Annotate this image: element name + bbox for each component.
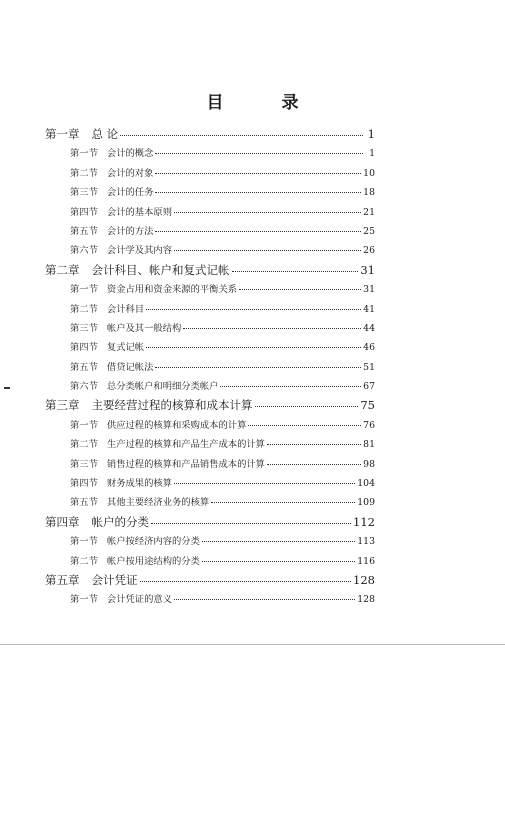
dot-leader bbox=[174, 211, 361, 213]
chapter-title: 会计凭证 bbox=[91, 572, 138, 587]
toc-section-entry bbox=[45, 475, 375, 494]
section-title: 总分类帐户和明细分类帐户 bbox=[106, 381, 219, 393]
toc-section-entry bbox=[45, 242, 375, 261]
section-number: 第二节 bbox=[70, 555, 98, 567]
section-title: 会计学及其内容 bbox=[106, 245, 172, 257]
section-number: 第三节 bbox=[70, 458, 98, 470]
chapter-title: 总 论 bbox=[91, 127, 119, 141]
page-number: 67 bbox=[363, 381, 375, 393]
page-number: 113 bbox=[357, 536, 375, 548]
section-number: 第四节 bbox=[70, 206, 98, 218]
page-number: 51 bbox=[363, 361, 375, 373]
section-number: 第一节 bbox=[70, 594, 98, 606]
page-number: 104 bbox=[357, 478, 375, 490]
dot-leader bbox=[202, 560, 355, 562]
toc-chapter-entry bbox=[45, 126, 375, 145]
section-title: 资金占用和资金来源的平衡关系 bbox=[106, 284, 238, 296]
toc-section-entry bbox=[45, 436, 375, 455]
section-title: 帐户按经济内容的分类 bbox=[106, 536, 200, 548]
toc-section-entry bbox=[45, 533, 375, 552]
chapter-number: 第四章 bbox=[45, 514, 80, 529]
page-number: 10 bbox=[363, 167, 375, 179]
page-number: 116 bbox=[357, 555, 375, 567]
dot-leader bbox=[146, 308, 361, 310]
dot-leader bbox=[267, 443, 361, 445]
dot-leader bbox=[155, 230, 361, 232]
toc-section-entry bbox=[45, 591, 375, 610]
page-edge-line bbox=[0, 644, 505, 645]
toc-section-entry bbox=[45, 165, 375, 184]
toc-section-entry bbox=[45, 320, 375, 339]
section-number: 第六节 bbox=[70, 245, 98, 257]
chapter-title: 帐户的分类 bbox=[91, 514, 149, 529]
page-number: 18 bbox=[363, 187, 375, 199]
page-number: 112 bbox=[353, 514, 375, 529]
page-number: 46 bbox=[363, 342, 375, 354]
dot-leader bbox=[211, 501, 355, 503]
dot-leader bbox=[220, 385, 361, 387]
dot-leader bbox=[155, 191, 361, 193]
chapter-number: 第二章 bbox=[45, 262, 80, 277]
dot-leader bbox=[174, 598, 355, 600]
page-number: 26 bbox=[363, 245, 375, 257]
section-title: 生产过程的核算和产品生产成本的计算 bbox=[106, 439, 265, 451]
toc-section-entry bbox=[45, 223, 375, 242]
section-title: 帐户按用途结构的分类 bbox=[106, 555, 200, 567]
dot-leader bbox=[146, 346, 361, 348]
section-title: 会计的方法 bbox=[106, 225, 154, 237]
section-title: 会计的任务 bbox=[106, 187, 154, 199]
toc-section-entry bbox=[45, 417, 375, 436]
section-number: 第三节 bbox=[70, 187, 98, 199]
dot-leader bbox=[255, 405, 359, 407]
dot-leader bbox=[155, 366, 361, 368]
dot-leader bbox=[155, 172, 361, 174]
page-number: 98 bbox=[363, 458, 375, 470]
section-title: 其他主要经济业务的核算 bbox=[106, 497, 210, 509]
section-number: 第五节 bbox=[70, 225, 98, 237]
page-title: 目 录 bbox=[206, 93, 325, 113]
section-number: 第五节 bbox=[70, 361, 98, 373]
page-number: 44 bbox=[363, 322, 375, 334]
page-number: 128 bbox=[353, 572, 375, 587]
section-number: 第三节 bbox=[70, 322, 98, 334]
dot-leader bbox=[174, 482, 355, 484]
section-number: 第一节 bbox=[70, 148, 98, 160]
toc-chapter-entry bbox=[45, 262, 375, 281]
dot-leader bbox=[151, 522, 351, 524]
dot-leader bbox=[267, 463, 361, 465]
section-title: 帐户及其一般结构 bbox=[106, 322, 182, 334]
table-of-contents bbox=[45, 126, 375, 611]
section-title: 复式记帐 bbox=[106, 342, 145, 354]
section-number: 第二节 bbox=[70, 303, 98, 315]
page-number: 75 bbox=[360, 398, 375, 413]
dot-leader bbox=[239, 288, 361, 290]
section-title: 供应过程的核算和采购成本的计算 bbox=[106, 419, 247, 431]
page-number: 31 bbox=[363, 284, 375, 296]
section-title: 会计的概念 bbox=[106, 148, 154, 160]
page-number: 25 bbox=[363, 225, 375, 237]
dot-leader bbox=[140, 580, 352, 582]
toc-section-entry bbox=[45, 184, 375, 203]
page-number: 1 bbox=[369, 148, 375, 160]
section-number: 第二节 bbox=[70, 167, 98, 179]
page-number: 76 bbox=[363, 419, 375, 431]
dot-leader bbox=[202, 540, 355, 542]
toc-section-entry bbox=[45, 553, 375, 572]
toc-section-entry bbox=[45, 494, 375, 513]
toc-section-entry bbox=[45, 359, 375, 378]
section-number: 第四节 bbox=[70, 342, 98, 354]
section-title: 会计的对象 bbox=[106, 167, 154, 179]
page-number: 81 bbox=[363, 439, 375, 451]
section-number: 第六节 bbox=[70, 381, 98, 393]
page-number: 21 bbox=[363, 206, 375, 218]
section-number: 第一节 bbox=[70, 536, 98, 548]
chapter-title: 会计科目、帐户和复式记帐 bbox=[91, 262, 230, 277]
section-title: 销售过程的核算和产品销售成本的计算 bbox=[106, 458, 265, 470]
toc-section-entry bbox=[45, 145, 375, 164]
toc-section-entry bbox=[45, 456, 375, 475]
dot-leader bbox=[248, 424, 361, 426]
page-number: 41 bbox=[363, 303, 375, 315]
page-number: 1 bbox=[367, 127, 375, 141]
toc-section-entry bbox=[45, 339, 375, 358]
page-number: 128 bbox=[357, 594, 375, 606]
toc-chapter-entry bbox=[45, 397, 375, 416]
toc-section-entry bbox=[45, 378, 375, 397]
section-number: 第一节 bbox=[70, 419, 98, 431]
chapter-number: 第三章 bbox=[45, 398, 80, 413]
page-number: 109 bbox=[357, 497, 375, 509]
dot-leader bbox=[155, 152, 363, 154]
chapter-title: 主要经营过程的核算和成本计算 bbox=[91, 398, 253, 413]
toc-section-entry bbox=[45, 281, 375, 300]
section-title: 会计科目 bbox=[106, 303, 145, 315]
section-number: 第一节 bbox=[70, 284, 98, 296]
section-title: 财务成果的核算 bbox=[106, 478, 172, 490]
scan-speck bbox=[4, 387, 10, 389]
chapter-number: 第一章 bbox=[45, 127, 80, 141]
toc-section-entry bbox=[45, 301, 375, 320]
dot-leader bbox=[232, 270, 359, 272]
toc-chapter-entry bbox=[45, 572, 375, 591]
toc-section-entry bbox=[45, 204, 375, 223]
toc-chapter-entry bbox=[45, 514, 375, 533]
section-title: 会计的基本原则 bbox=[106, 206, 172, 218]
section-title: 会计凭证的意义 bbox=[106, 594, 172, 606]
dot-leader bbox=[174, 249, 361, 251]
dot-leader bbox=[183, 327, 361, 329]
dot-leader bbox=[120, 134, 363, 136]
section-number: 第五节 bbox=[70, 497, 98, 509]
section-number: 第四节 bbox=[70, 478, 98, 490]
section-title: 借贷记帐法 bbox=[106, 361, 154, 373]
section-number: 第二节 bbox=[70, 439, 98, 451]
page-number: 31 bbox=[360, 262, 375, 277]
chapter-number: 第五章 bbox=[45, 572, 80, 587]
